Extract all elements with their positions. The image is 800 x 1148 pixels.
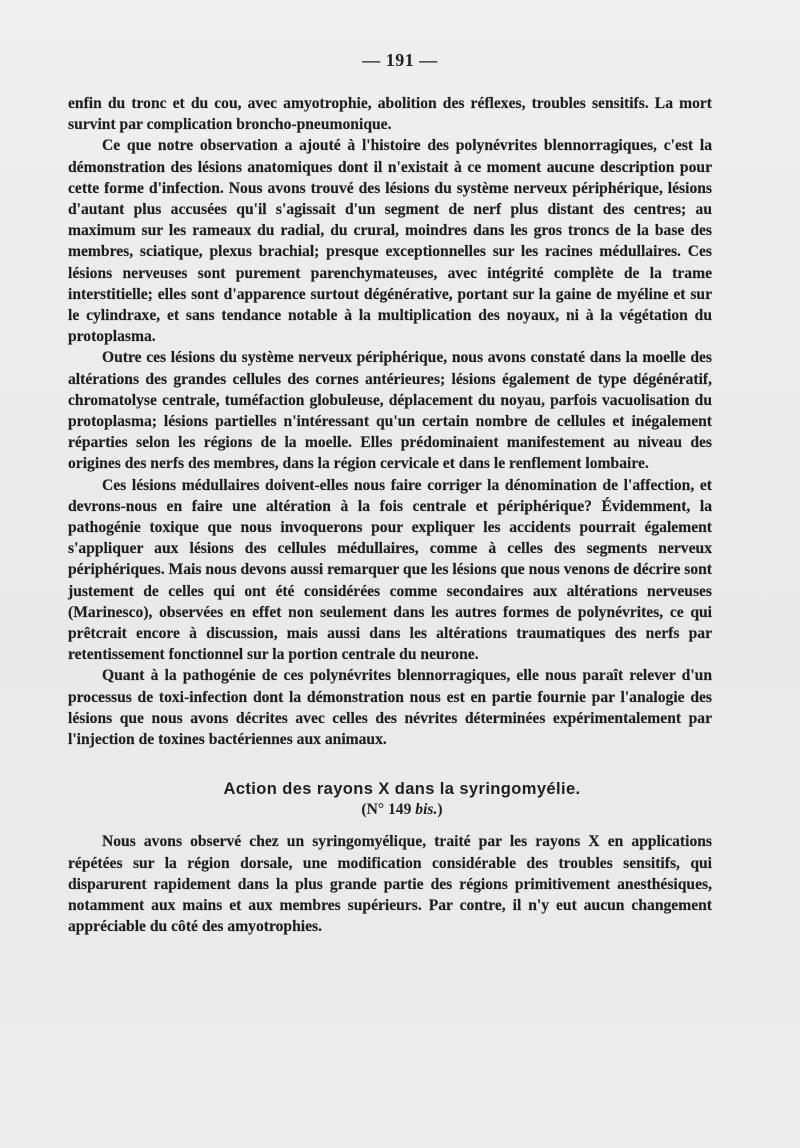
paragraph-denomination: Ces lésions médullaires doivent-elles nous faire corriger la dénomination de l'affection, et devrons-nous en faire une altération à la fois centrale et périphérique? Évidemment, la pathogénie toxique que nous invoquerons pour expliquer les accidents pourrait également s'appliquer aux lésions des cellules médullaires, comme à celles des segments nerveux périphériques. Mais nous devons aussi remarquer que les lésions que nous venons de décrire sont justement de celles qui ont été considérées comme secondaires aux altérations nerveuses (Marinesco), observées en effet non seulement dans les autres formes de polynévrites, ce qui prêtcrait encore à discussion, mais aussi dans les altérations traumatiques des nerfs par retentissement fonctionnel sur la portion centrale du neurone. (68, 476, 712, 664)
paragraph-syringomyelia: Nous avons observé chez un syringomyélique, traité par les rayons X en applications répétées sur la région dorsale, une modification considérable des troubles sensitifs, qui disparurent rapidement dans la plus grande partie des régions primitivement anesthésiques, notamment aux mains et aux membres supérieurs. Par contre, il n'y eut aucun changement appréciable du côté des amyotrophies. (68, 833, 712, 936)
section-body (68, 831, 712, 937)
paragraph-pathogeny: Quant à la pathogénie de ces polynévrites blennorragiques, elle nous paraît relever d'un processus de toxi-infection dont la démonstration nous est en partie fournie par l'analogie des lésions que nous avons décrites avec celles des névrites déterminées expérimentalement par l'injection de toxines bactériennes aux animaux. (68, 667, 712, 749)
page-number-dash-left: — (362, 50, 381, 70)
page-number-dash-right: — (419, 50, 438, 70)
paragraph-anatomic-lesions: Ce que notre observation a ajouté à l'histoire des polynévrites blennorragiques, c'est la démonstration des lésions anatomiques dont il n'existait à ce moment aucune description pour cette forme d'infection. Nous avons trouvé des lésions du système nerveux périphérique, lésions d'autant plus accusées qu'il s'agissait d'un segment de nerf plus distant des centres; au maximum sur les rameaux du radial, du crural, moindres dans les gros troncs de la base des membres, sciatique, plexus brachial; presque exceptionnelles sur les racines médullaires. Ces lésions nerveuses sont purement parenchymateuses, avec intégrité complète de la trame interstitielle; elles sont d'apparence surtout dégénérative, portant sur la gaine de myéline et sur le cylindraxe, et sans tendance notable à la multiplication des noyaux, ni à la végétation du protoplasma. (68, 137, 712, 346)
page-number-header (68, 50, 712, 71)
section-ref-italic: bis. (415, 801, 438, 819)
section-ref-suffix: ) (437, 801, 443, 819)
section-ref-prefix: (N° 149 (361, 801, 412, 819)
paragraph-spinal-lesions: Outre ces lésions du système nerveux périphérique, nous avons constaté dans la moelle des altérations des grandes cellules des cornes antérieures; lésions également de type dégénératif, chromatolyse centrale, tuméfaction globuleuse, déplacement du noyau, parfois vacuolisation du protoplasma; lésions partielles n'intéressant qu'un certain nombre de cellules et inégalement réparties selon les régions de la moelle. Elles prédominaient manifestement au niveau des origines des nerfs des membres, dans la région cervicale et dans le renflement lombaire. (68, 349, 712, 473)
section-reference (68, 801, 712, 819)
paragraph-continuation: enfin du tronc et du cou, avec amyotrophie, abolition des réflexes, troubles sensitifs. La mort survint par complication broncho-pneumonique. (68, 95, 712, 134)
section-heading: Action des rayons X dans la syringomyélie. (223, 780, 581, 799)
body-text (68, 93, 712, 750)
page-number: 191 (385, 50, 415, 70)
